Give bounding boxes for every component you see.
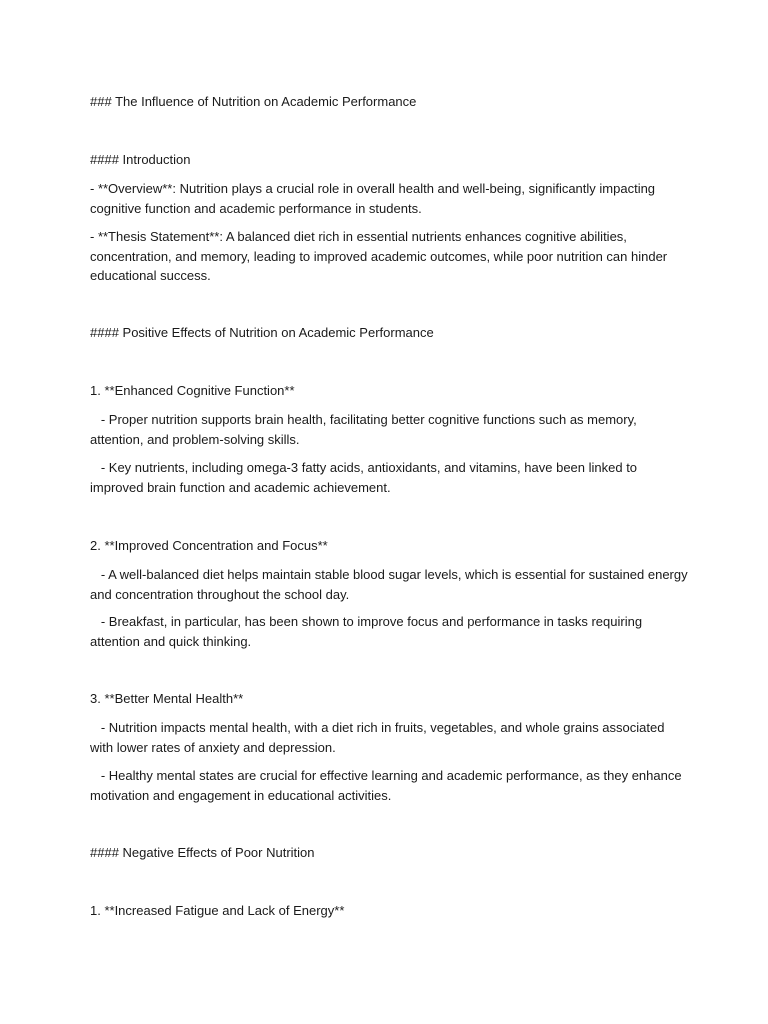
positive-item-2-point-2: - Breakfast, in particular, has been shown to improve focus and performance in tasks requiring attention and quick thinking. bbox=[90, 614, 646, 649]
positive-item-3-point-2: - Healthy mental states are crucial for effective learning and academic performance, as they enhance motivation and engagement in educational activities. bbox=[90, 768, 686, 803]
positive-item-2-point-1: - A well-balanced diet helps maintain stable blood sugar levels, which is essential for sustained energy and concentration throughout the school day. bbox=[90, 567, 692, 602]
negative-heading: #### Negative Effects of Poor Nutrition bbox=[90, 845, 315, 860]
positive-item-3-title: 3. **Better Mental Health** bbox=[90, 691, 244, 706]
intro-overview: - **Overview**: Nutrition plays a crucial role in overall health and well-being, significantly impacting cognitive function and academic performance in students. bbox=[90, 181, 656, 216]
positive-item-3-point-1: - Nutrition impacts mental health, with a diet rich in fruits, vegetables, and whole grains associated with lower rates of anxiety and depression. bbox=[90, 720, 669, 755]
intro-thesis: - **Thesis Statement**: A balanced diet rich in essential nutrients enhances cognitive abilities, concentration, and memory, leading to improved academic outcomes, while poor nutrition can hinder educational success. bbox=[90, 229, 668, 283]
intro-heading: #### Introduction bbox=[90, 152, 191, 167]
positive-item-2-title: 2. **Improved Concentration and Focus** bbox=[90, 538, 328, 553]
positive-item-1-title: 1. **Enhanced Cognitive Function** bbox=[90, 383, 295, 398]
positive-item-1-point-2: - Key nutrients, including omega-3 fatty acids, antioxidants, and vitamins, have been linked to improved brain function and academic achievement. bbox=[90, 460, 641, 495]
positive-heading: #### Positive Effects of Nutrition on Academic Performance bbox=[90, 325, 434, 340]
negative-item-1-title: 1. **Increased Fatigue and Lack of Energy** bbox=[90, 903, 345, 918]
document-title: ### The Influence of Nutrition on Academic Performance bbox=[90, 94, 417, 109]
positive-item-1-point-1: - Proper nutrition supports brain health, facilitating better cognitive functions such as memory, attention, and problem-solving skills. bbox=[90, 412, 641, 447]
